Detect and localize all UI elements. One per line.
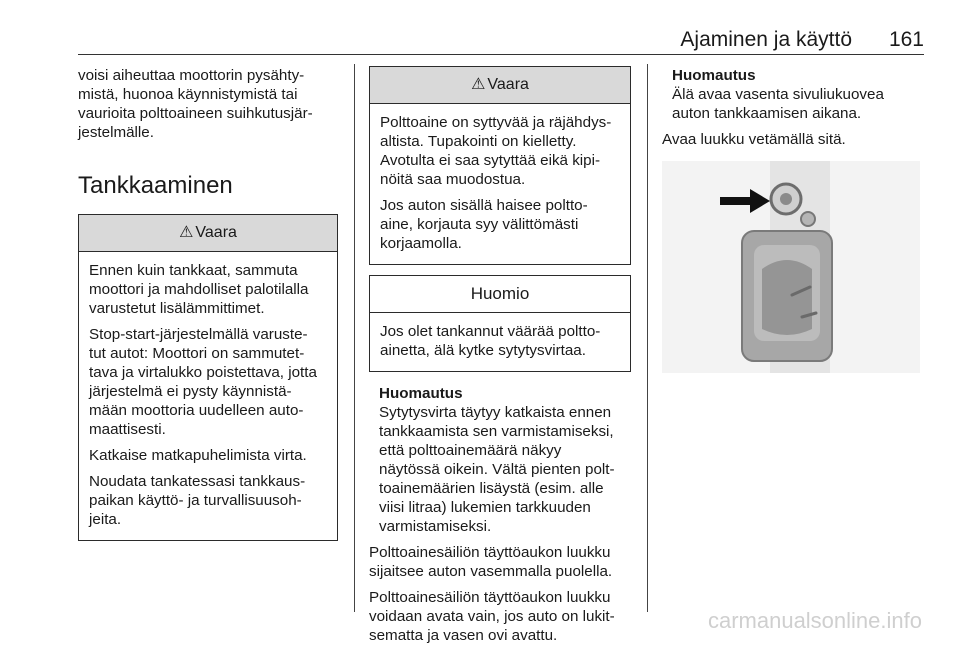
warning-paragraph: Jos auton sisällä haisee poltto- aine, korjauta syy välittömästi korjaamolla. (380, 197, 588, 252)
warning-paragraph: Stop-start-järjestelmällä varuste- tut autot: Moottori on sammutet- tava ja virtalukko poistettava, jotta järjestelmä ei pysty käynnistä- mään moottoria uudelleen auto- maattisesti. (89, 326, 317, 438)
caution-title: Huomio (370, 276, 630, 313)
fuel-flap-illustration (662, 161, 920, 373)
note-title: Huomautus (672, 67, 756, 84)
fuel-flap-figure (662, 161, 920, 373)
column-divider (647, 64, 648, 612)
note-text: Sytytysvirta täytyy katkaista ennen tankkaamista sen varmistamiseksi, että polttoainemäärä näkyy näytössä oikein. Vältä pienten polt- toainemäärien lisäystä (esim. alle viisi litraa) lukemien tarkkuuden varmistamiseksi. (379, 404, 615, 535)
section-title: Ajaminen ja käyttö (680, 28, 852, 51)
watermark: carmanualsonline.info (707, 608, 922, 633)
column-1 (78, 66, 338, 541)
body-paragraph: Polttoainesäiliön täyttöaukon luukku voidaan avata vain, jos auto on lukit- sematta ja vasen ovi avattu. (369, 589, 615, 644)
header-rule (78, 54, 924, 55)
warning-triangle-icon: ⚠ (179, 224, 194, 241)
column-3 (662, 66, 932, 373)
warning-title: Vaara (487, 76, 529, 93)
warning-paragraph: Ennen kuin tankkaat, sammuta moottori ja mahdolliset palotilalla varustetut lisälämmittimet. (89, 262, 309, 317)
warning-paragraph: Noudata tankatessasi tankkaus- paikan käyttö- ja turvallisuusoh- jeita. (89, 473, 306, 528)
warning-title: Vaara (195, 224, 237, 241)
warning-box-header (370, 67, 630, 104)
column-divider (354, 64, 355, 612)
body-paragraph: Avaa luukku vetämällä sitä. (662, 131, 846, 148)
note-block (662, 66, 932, 123)
arrow-right-icon (720, 189, 770, 213)
page-number: 161 (888, 28, 924, 51)
warning-box-header (79, 215, 337, 252)
body-paragraph: Polttoainesäiliön täyttöaukon luukku sijaitsee auton vasemmalla puolella. (369, 544, 613, 580)
page-header (78, 28, 924, 54)
warning-box (78, 214, 338, 541)
warning-paragraph: Polttoaine on syttyvää ja räjähdys- altista. Tupakointi on kielletty. Avotulta ei saa sytyttää eikä kipi- nöitä saa muodostua. (380, 114, 612, 188)
intro-paragraph: voisi aiheuttaa moottorin pysähty- mistä, huonoa käynnistymistä tai vaurioita polttoaineen suihkutusjär- jestelmälle. (78, 67, 313, 141)
warning-box (369, 66, 631, 265)
warning-paragraph: Katkaise matkapuhelimista virta. (89, 447, 307, 464)
note-title: Huomautus (379, 385, 463, 402)
section-heading: Tankkaaminen (78, 172, 233, 199)
warning-triangle-icon: ⚠ (471, 76, 486, 93)
caution-box (369, 275, 631, 372)
note-text: Älä avaa vasenta sivuliukuovea auton tankkaamisen aikana. (672, 86, 884, 122)
column-2 (369, 66, 631, 652)
caution-paragraph: Jos olet tankannut väärää poltto- ainetta, älä kytke sytytysvirtaa. (380, 323, 601, 359)
note-block (369, 384, 631, 536)
